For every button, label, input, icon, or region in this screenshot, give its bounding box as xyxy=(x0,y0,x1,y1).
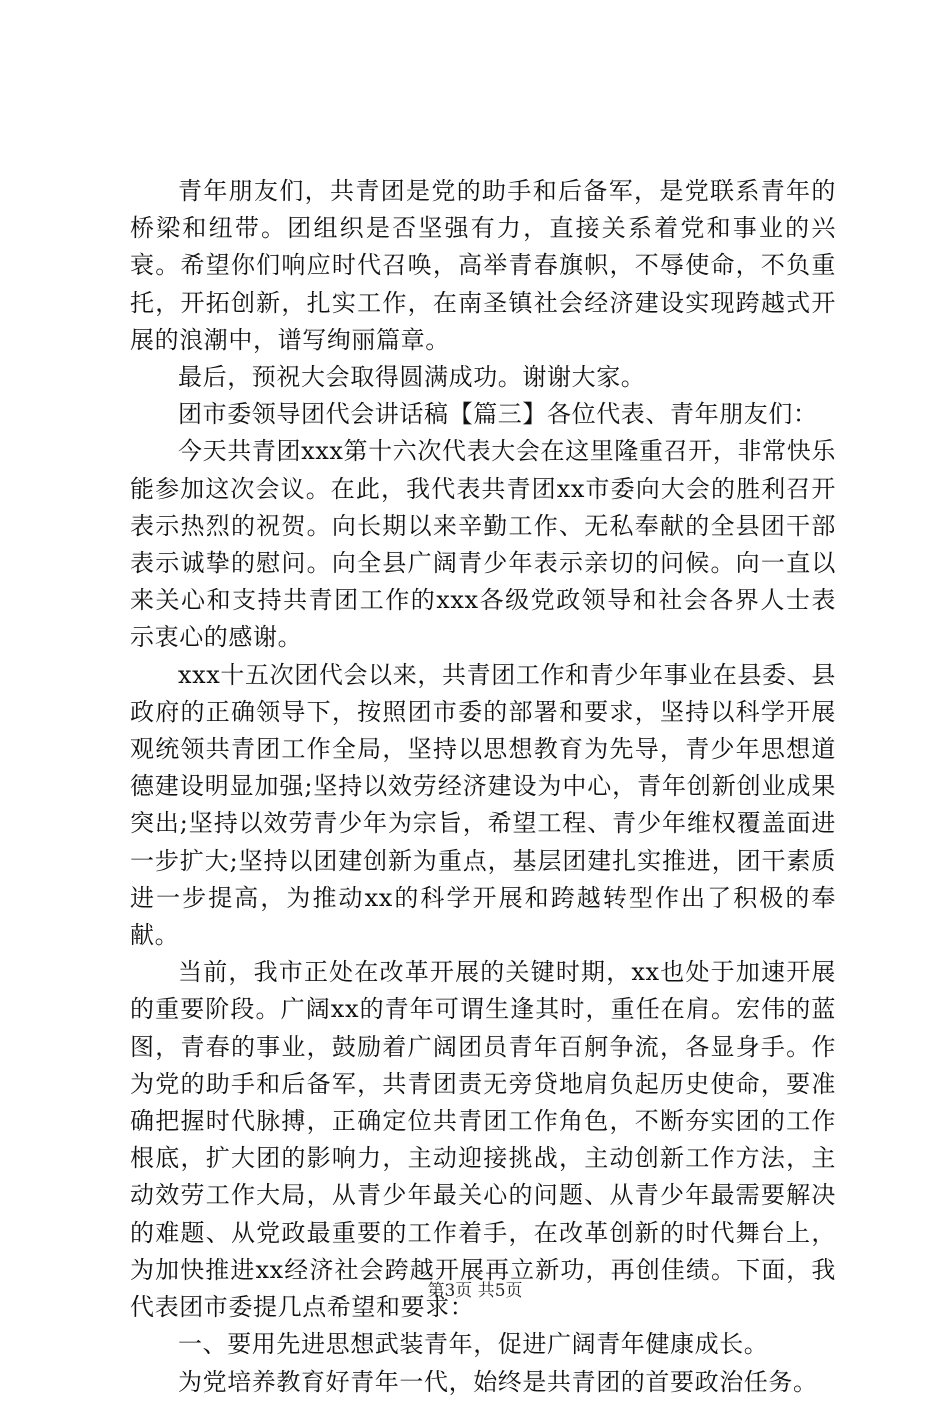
paragraph-closing-wishes: 最后，预祝大会取得圆满成功。谢谢大家。 xyxy=(178,363,646,392)
paragraph-current-situation: 当前，我市正处在改革开展的关键时期，xx也处于加速开展的重要阶段。广阔xx的青年可谓生逢其时，重任在肩。宏伟的蓝图，青春的事业，鼓励着广阔团员青年百舸争流，各显身手。作为党的助手和后备军，共青团责无旁贷地肩负起历史使命，要准确把握时代脉搏，正确定位共青团工作角色，不断夯实团的工作根底，扩大团的影响力，主动迎接挑战，主动创新工作方法，主动效劳工作大局，从青少年最关心的问题、从青少年最需要解决的难题、从党政最重要的工作着手，在改革创新的时代舞台上，为加快推进xx经济社会跨越开展再立新功，再创佳绩。下面，我代表团市委提几点希望和要求： xyxy=(130,958,836,1322)
document-body xyxy=(130,173,836,1401)
paragraph-opening-congrats: 今天共青团xxx第十六次代表大会在这里隆重召开，非常快乐能参加这次会议。在此，我代表共青团xx市委向大会的胜利召开表示热烈的祝贺。向长期以来辛勤工作、无私奉献的全县团干部表示诚挚的慰问。向全县广阔青少年表示亲切的问候。向一直以来关心和支持共青团工作的xxx各级党政领导和社会各界人士表示衷心的感谢。 xyxy=(130,437,836,652)
paragraph-political-task: 为党培养教育好青年一代，始终是共青团的首要政治任务。 xyxy=(178,1367,818,1396)
paragraph-youth-friends: 青年朋友们，共青团是党的助手和后备军，是党联系青年的桥梁和纽带。团组织是否坚强有力，直接关系着党和事业的兴衰。希望你们响应时代召唤，高举青春旗帜，不辱使命，不负重托，开拓创新，扎实工作，在南圣镇社会经济建设实现跨越式开展的浪潮中，谱写绚丽篇章。 xyxy=(130,177,836,354)
paragraph-point-one: 一、要用先进思想武装青年，促进广阔青年健康成长。 xyxy=(178,1330,769,1359)
page-number: 第3页 共5页 xyxy=(427,1281,523,1301)
paragraph-achievements: xxx十五次团代会以来，共青团工作和青少年事业在县委、县政府的正确领导下，按照团市委的部署和要求，坚持以科学开展观统领共青团工作全局，坚持以思想教育为先导，青少年思想道德建设明显加强;坚持以效劳经济建设为中心，青年创新创业成果突出;坚持以效劳青少年为宗旨，希望工程、青少年维权覆盖面进一步扩大;坚持以团建创新为重点，基层团建扎实推进，团干素质进一步提高，为推动xx的科学开展和跨越转型作出了积极的奉献。 xyxy=(130,660,836,950)
paragraph-section-heading: 团市委领导团代会讲话稿【篇三】各位代表、青年朋友们： xyxy=(178,400,818,429)
page-footer xyxy=(0,1280,950,1302)
